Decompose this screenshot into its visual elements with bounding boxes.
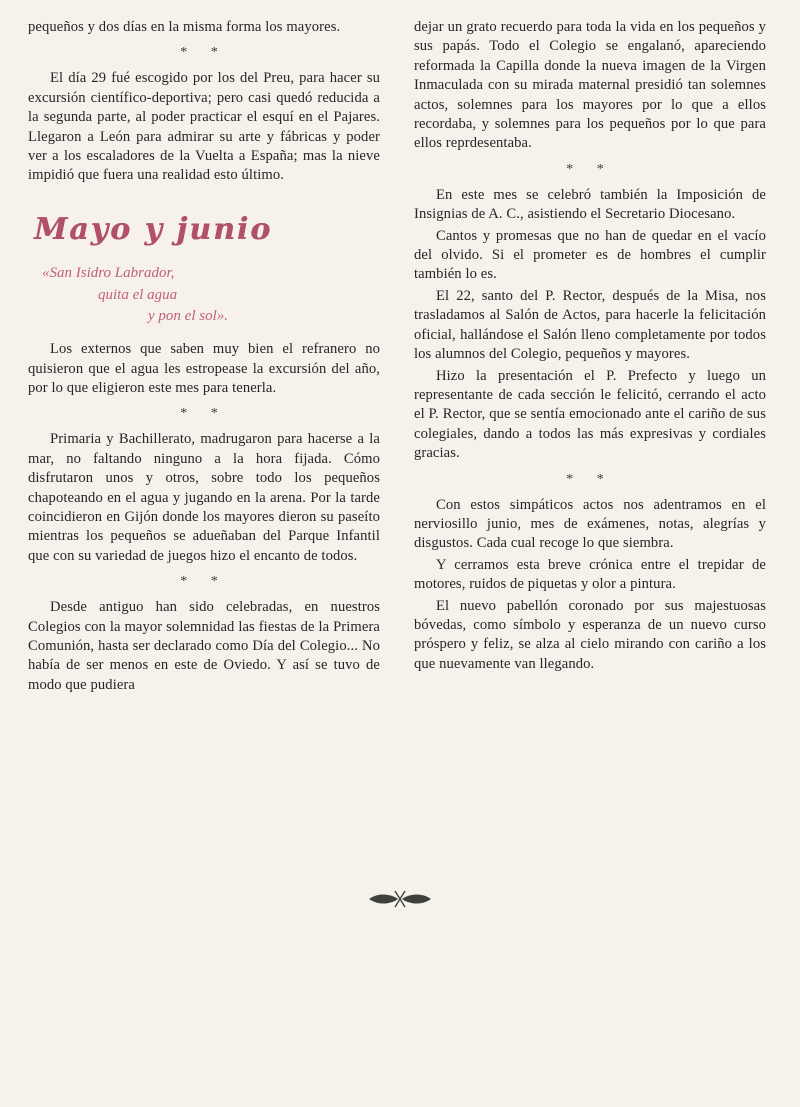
paragraph-cerramos: Y cerramos esta breve crónica entre el trepidar de motores, ruidos de piquetas y olor a pintura. — [414, 556, 766, 593]
verse-line-2: quita el agua — [98, 286, 178, 303]
paragraph-desde-antiguo: Desde antiguo han sido celebradas, en nuestros Colegios con la mayor solemnidad las fiestas de la Primera Comunión, hasta ser declarado como Día del Colegio... No había de ser menos en este de Oviedo. Y así se tuvo de modo que pudiera — [28, 599, 380, 693]
flourish-icon — [365, 888, 435, 910]
verse-line-1: «San Isidro Labrador, — [42, 264, 175, 281]
right-column — [414, 18, 766, 674]
section-separator: * * — [180, 406, 228, 422]
paragraph-dia-29: El día 29 fué escogido por los del Preu, para hacer su excursión científico-deportiva; pero casi quedó reducida a la segunda parte, al poder practicar el esquí en el Pajares. Llegaron a León para admirar su arte y fábricas y poder ver a los escaladores de la Vuelta a España; mas la nieve impidió que fuera una realidad esto último. — [28, 70, 380, 184]
section-separator: * * — [180, 45, 228, 61]
paragraph-primaria: Primaria y Bachillerato, madrugaron para hacerse a la mar, no faltando ninguno a la hora fijada. Cómo disfrutaron unos y otros, sobre todo los pequeños chapoteando en el agua y jugando en la arena. Por la tarde coincidieron en Gijón donde los mayores dieron su paseíto mientras los pequeños se adueñaban del Parque Infantil que con su variedad de juegos hizo el encanto de todos. — [28, 431, 380, 564]
paragraph-imposicion: En este mes se celebró también la Imposición de Insignias de A. C., asistiendo el Secretario Diocesano. — [414, 186, 766, 223]
section-separator: * * — [566, 471, 614, 487]
end-ornament — [0, 888, 800, 914]
paragraph-pabellon: El nuevo pabellón coronado por sus majestuosas bóvedas, como símbolo y esperanza de un nuevo curso próspero y feliz, se alza al cielo mirando con cariño a los que nuevamente van llegando. — [414, 597, 766, 672]
paragraph-presentacion: Hizo la presentación el P. Prefecto y luego un representante de cada sección le felicitó, cerrando el acto el P. Rector, que se sentía emocionado ante el cariño de sus colegiales, dando a todos las más expresivas y cordiales gracias. — [414, 367, 766, 462]
paragraph-dia-22: El 22, santo del P. Rector, después de la Misa, nos trasladamos al Salón de Actos, para hacerle la felicitación oficial, hallándose el Salón lleno completamente por todos los alumnos del Colegio, pequeños y mayores. — [414, 287, 766, 363]
paragraph-externos: Los externos que saben muy bien el refranero no quisieron que el agua les estropease la excursión del año, por lo que eligieron este mes para tenerla. — [28, 341, 380, 396]
paragraph-cantos: Cantos y promesas que no han de quedar en el vacío del olvido. Si el prometer es de hombres el cumplir también lo es. — [414, 227, 766, 283]
paragraph-continued: pequeños y dos días en la misma forma los mayores. — [28, 19, 341, 35]
paragraph-dejar: dejar un grato recuerdo para toda la vida en los pequeños y sus papás. Todo el Colegio se engalanó, apareciendo reformada la Capilla donde la nueva imagen de la Virgen Inmaculada con su mirada maternal presidió tan solemnes actos, solemnes para los mayores por lo que a ellos recordaba, y solemnes para los pequeños por lo que para ellos reprdesentaba. — [414, 19, 766, 152]
two-column-body — [28, 18, 772, 695]
section-separator: * * — [180, 574, 228, 590]
section-heading-mayo-junio: Mayo y junio — [34, 211, 273, 247]
section-separator: * * — [566, 161, 614, 177]
verse-block — [28, 263, 380, 328]
left-column — [28, 18, 380, 695]
paragraph-simpaticos: Con estos simpáticos actos nos adentramos en el nerviosillo junio, mes de exámenes, notas, alegrías y disgustos. Cada cual recoge lo que siembra. — [414, 496, 766, 552]
verse-line-3: y pon el sol». — [148, 308, 228, 325]
